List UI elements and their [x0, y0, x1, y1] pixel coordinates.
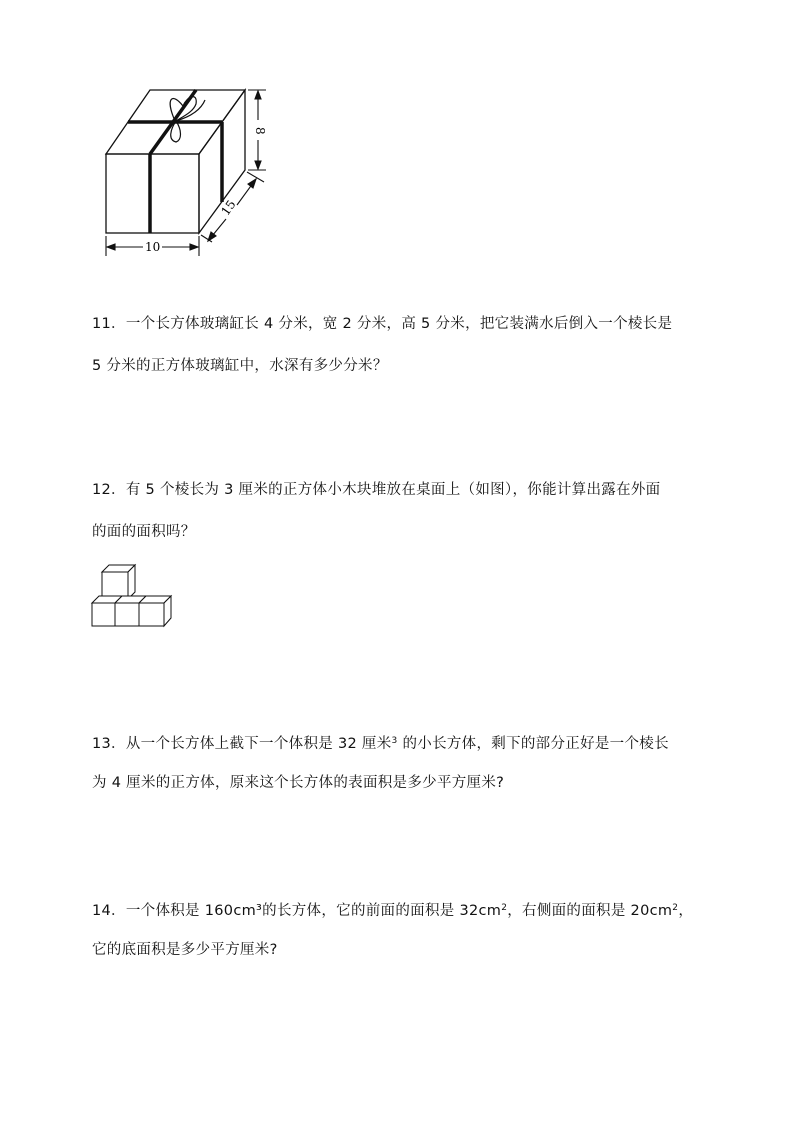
question-14-line-2: 它的底面积是多少平方厘米? [92, 942, 278, 958]
question-14-text-b: ，右侧面的面积是 20cm [507, 903, 673, 919]
question-14-line-1 [92, 898, 693, 921]
question-13-text-a: 13．从一个长方体上截下一个体积是 32 厘米 [92, 736, 392, 752]
question-13-line-2: 为 4 厘米的正方体，原来这个长方体的表面积是多少平方厘米? [92, 775, 505, 791]
question-14-text-a: 14．一个体积是 160cm³的长方体，它的前面的面积是 32cm [92, 903, 502, 919]
question-13-text-b: 的小长方体，剩下的部分正好是一个棱长 [397, 736, 669, 752]
question-12-line-2: 的面的面积吗？ [92, 524, 196, 540]
square-unit-superscript-1: 2 [501, 903, 508, 913]
cube-unit-superscript: 3 [391, 736, 398, 746]
stacked-cubes-figure [88, 560, 180, 632]
cube-front-face [102, 572, 128, 599]
ribbon [128, 90, 222, 233]
square-unit-superscript-2: 2 [672, 903, 679, 913]
question-13-line-1 [92, 731, 669, 754]
question-11-line-2: 5 分米的正方体玻璃缸中，水深有多少分米？ [92, 358, 388, 374]
box-front-face [106, 154, 199, 233]
question-12-line-1: 12．有 5 个棱长为 3 厘米的正方体小木块堆放在桌面上（如图），你能计算出露在外面 [92, 482, 661, 498]
depth-label: 15 [218, 197, 239, 219]
question-11-line-1: 11．一个长方体玻璃缸长 4 分米，宽 2 分米，高 5 分米，把它装满水后倒入一个棱长是 [92, 316, 673, 332]
height-label: 8 [253, 127, 267, 135]
question-14-text-c: ， [678, 903, 694, 919]
width-label: 10 [145, 240, 161, 254]
gift-box-figure [95, 80, 280, 265]
